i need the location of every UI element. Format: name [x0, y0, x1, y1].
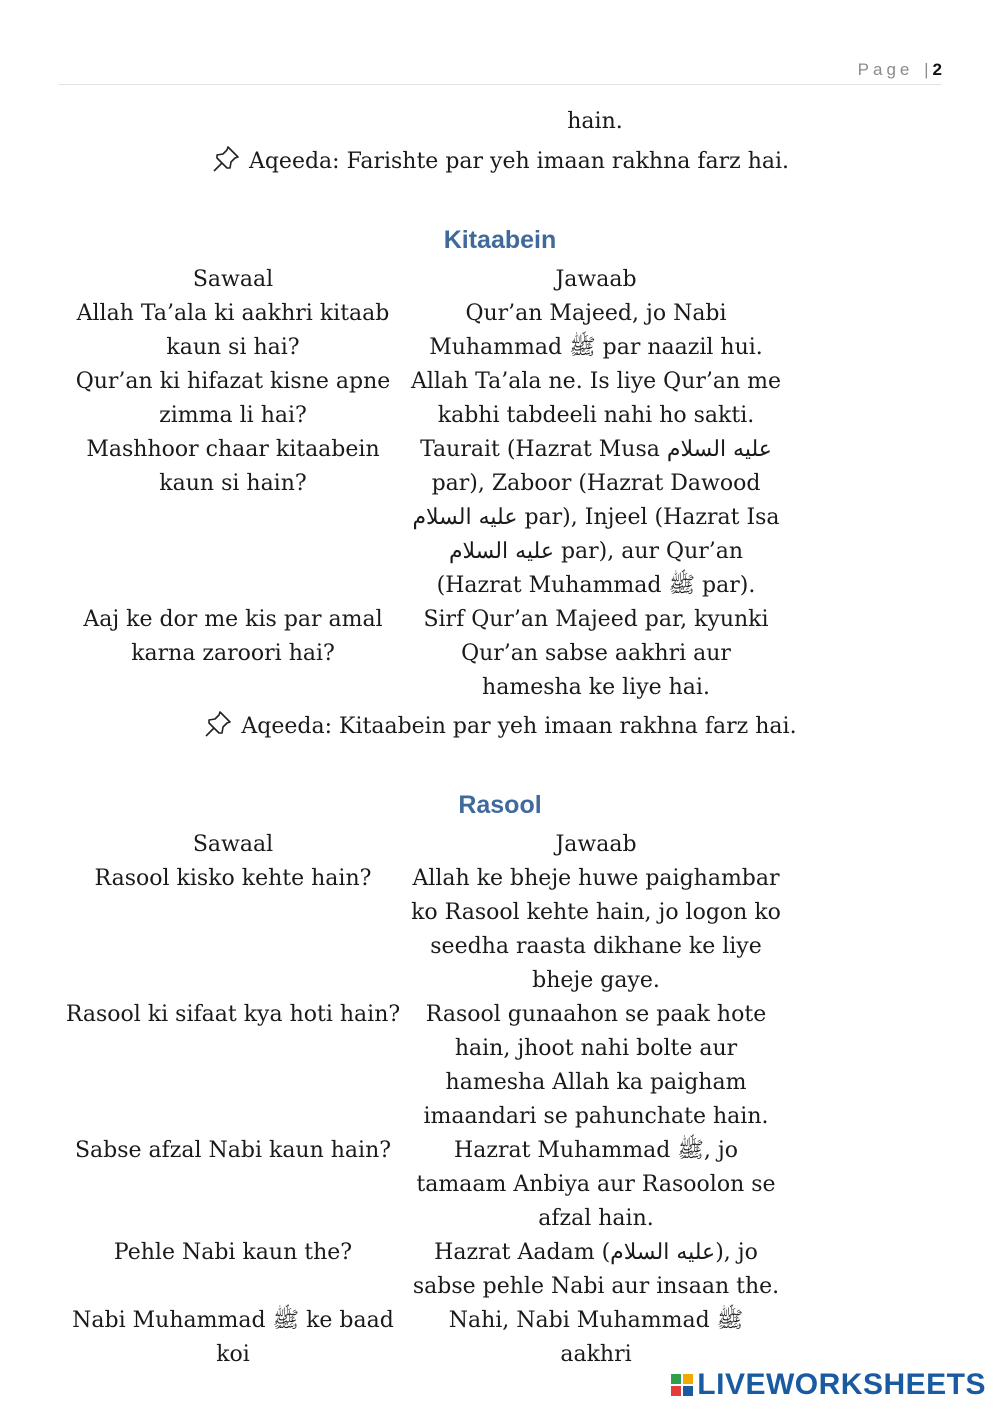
- answer-cell: Rasool gunaahon se paak hote hain, jhoot nahi bolte aur hamesha Allah ka paigham imaandari se pahunchate hain.: [423, 1002, 769, 1129]
- table-row: [0, 297, 1000, 365]
- column-header-sawaal: Sawaal: [192, 832, 274, 857]
- question-cell: Nabi Muhammad ﷺ ke baad koi: [72, 1308, 394, 1367]
- aqeeda-farishte: [0, 144, 1000, 185]
- answer-cell: Hazrat Muhammad ﷺ, jo tamaam Anbiya aur Rasoolon se afzal hain.: [416, 1138, 776, 1231]
- table-row: [0, 433, 1000, 603]
- page-header: [58, 60, 942, 85]
- table-row: [0, 603, 1000, 705]
- logo-grid-icon: [671, 1374, 693, 1396]
- kitaabein-qa-table: [0, 263, 1000, 705]
- pushpin-icon: [211, 144, 241, 185]
- table-row: [0, 1134, 1000, 1236]
- table-row: [0, 365, 1000, 433]
- table-header-row: [0, 263, 1000, 297]
- question-cell: Rasool ki sifaat kya hoti hain?: [65, 1002, 401, 1027]
- table-row: [0, 1304, 1000, 1367]
- page-separator: |: [924, 60, 929, 79]
- answer-cell: Allah Ta’ala ne. Is liye Qur’an me kabhi tabdeeli nahi ho sakti.: [410, 369, 782, 428]
- answer-cell: Hazrat Aadam (عليه السلام), jo sabse pehle Nabi aur insaan the.: [412, 1240, 780, 1299]
- column-header-jawaab: Jawaab: [555, 832, 637, 857]
- answer-cell: Sirf Qur’an Majeed par, kyunki Qur’an sabse aakhri aur hamesha ke liye hai.: [423, 607, 769, 700]
- table-header-row: [0, 828, 1000, 862]
- liveworksheets-logo[interactable]: [671, 1368, 986, 1402]
- page-number: 2: [932, 60, 942, 79]
- table-row: [0, 1236, 1000, 1304]
- question-cell: Aaj ke dor me kis par amal karna zaroori hai?: [83, 607, 383, 666]
- answer-cell: Qur’an Majeed, jo Nabi Muhammad ﷺ par naazil hui.: [429, 301, 763, 360]
- question-cell: Qur’an ki hifazat kisne apne zimma li hai?: [75, 369, 391, 428]
- logo-square: [683, 1374, 693, 1384]
- table-row: [0, 998, 1000, 1134]
- logo-square: [683, 1386, 693, 1396]
- logo-square: [671, 1374, 681, 1384]
- answer-cell: Taurait (Hazrat Musa عليه السلام par), Zaboor (Hazrat Dawood عليه السلام par), Injeel (Hazrat Isa عليه السلام par), aur Qur’an (Hazrat Muhammad ﷺ par).: [412, 437, 780, 598]
- question-cell: Sabse afzal Nabi kaun hain?: [74, 1138, 392, 1163]
- rasool-qa-table: [0, 828, 1000, 1367]
- aqeeda-text: Aqeeda: Farishte par yeh imaan rakhna farz hai.: [248, 149, 790, 174]
- table-row: [0, 862, 1000, 998]
- logo-square: [671, 1386, 681, 1396]
- aqeeda-kitaabein: [0, 709, 1000, 750]
- aqeeda-text: Aqeeda: Kitaabein par yeh imaan rakhna farz hai.: [241, 714, 797, 739]
- section-title-kitaabein: Kitaabein: [443, 226, 557, 254]
- question-cell: Mashhoor chaar kitaabein kaun si hain?: [86, 437, 380, 496]
- column-header-jawaab: Jawaab: [555, 267, 637, 292]
- pushpin-icon: [203, 709, 233, 750]
- question-cell: Pehle Nabi kaun the?: [113, 1240, 353, 1265]
- column-header-sawaal: Sawaal: [192, 267, 274, 292]
- section-title-rasool: Rasool: [458, 791, 542, 819]
- answer-cell: Allah ke bheje huwe paighambar ko Rasool kehte hain, jo logon ko seedha raasta dikhane ke liye bheje gaye.: [411, 866, 781, 993]
- continued-text: hain.: [567, 109, 623, 134]
- page-word: Page: [857, 60, 914, 79]
- answer-cell: Nahi, Nabi Muhammad ﷺ aakhri: [448, 1308, 744, 1367]
- page-number-label: [858, 60, 942, 80]
- question-cell: Rasool kisko kehte hain?: [94, 866, 372, 891]
- logo-text: LIVEWORKSHEETS: [697, 1368, 986, 1401]
- question-cell: Allah Ta’ala ki aakhri kitaab kaun si hai?: [76, 301, 390, 360]
